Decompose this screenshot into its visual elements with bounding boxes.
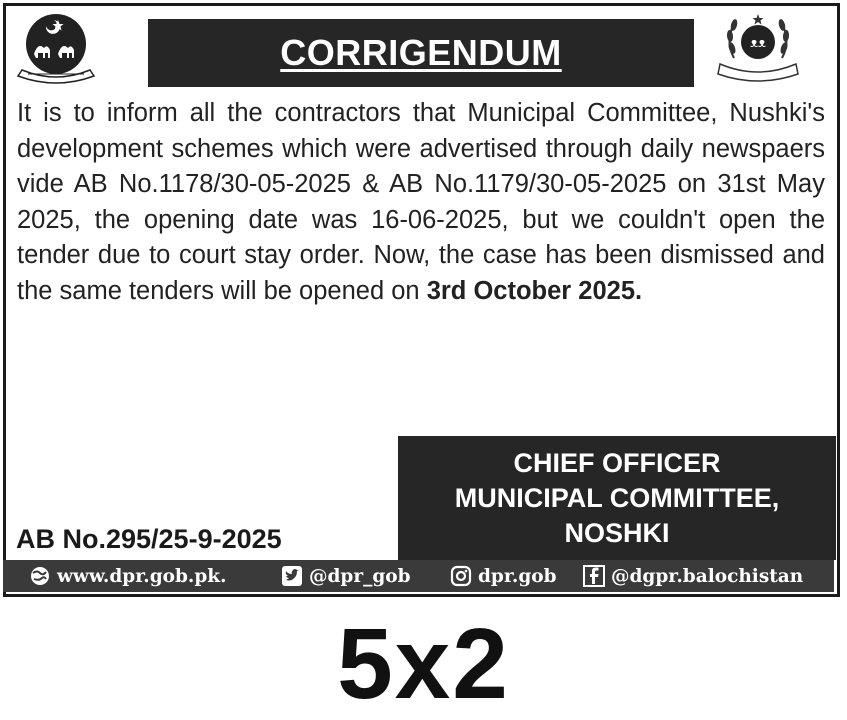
balochistan-emblem-icon <box>10 8 102 86</box>
instagram-icon <box>450 565 472 587</box>
signatory-office: MUNICIPAL COMMITTEE, <box>454 482 780 513</box>
footer-facebook[interactable] <box>583 560 803 592</box>
facebook-icon <box>583 565 605 587</box>
ab-reference-number: AB No.295/25-9-2025 <box>16 524 282 554</box>
signatory-title: CHIEF OFFICER <box>513 447 721 478</box>
facebook-handle[interactable]: @dgpr.balochistan <box>611 565 804 587</box>
website-link[interactable]: www.dpr.gob.pk. <box>57 565 227 587</box>
dgpr-emblem-icon <box>712 8 804 86</box>
signatory-location: NOSHKI <box>564 517 670 548</box>
notice-body <box>17 96 825 310</box>
opening-date: 3rd October 2025. <box>426 276 643 305</box>
ad-size-label: 5x2 <box>337 608 510 720</box>
footer-instagram[interactable] <box>450 560 557 592</box>
footer-social-bar <box>3 560 834 592</box>
svg-text:ᴥᴥ: ᴥᴥ <box>750 36 766 51</box>
page-title: CORRIGENDUM <box>280 32 562 73</box>
footer-website[interactable] <box>29 560 227 592</box>
footer-twitter[interactable] <box>281 560 411 592</box>
globe-icon <box>29 565 51 587</box>
twitter-handle[interactable]: @dpr_gob <box>309 565 411 587</box>
notice-text: It is to inform all the contractors that Municipal Committee, Nushki's development schemes which were advertised through daily newspaers vide AB No.1178/30-05-2025 & AB No.1179/30-05-2025 on 31st May 2025, the opening date was 16-06-2025, but we couldn't open the tender due to court stay order. Now, the case has been dismissed and the same tenders will be opened on <box>17 99 825 305</box>
signature-block <box>398 436 836 560</box>
instagram-handle[interactable]: dpr.gob <box>478 565 557 587</box>
title-banner <box>148 19 694 87</box>
twitter-icon <box>281 565 303 587</box>
